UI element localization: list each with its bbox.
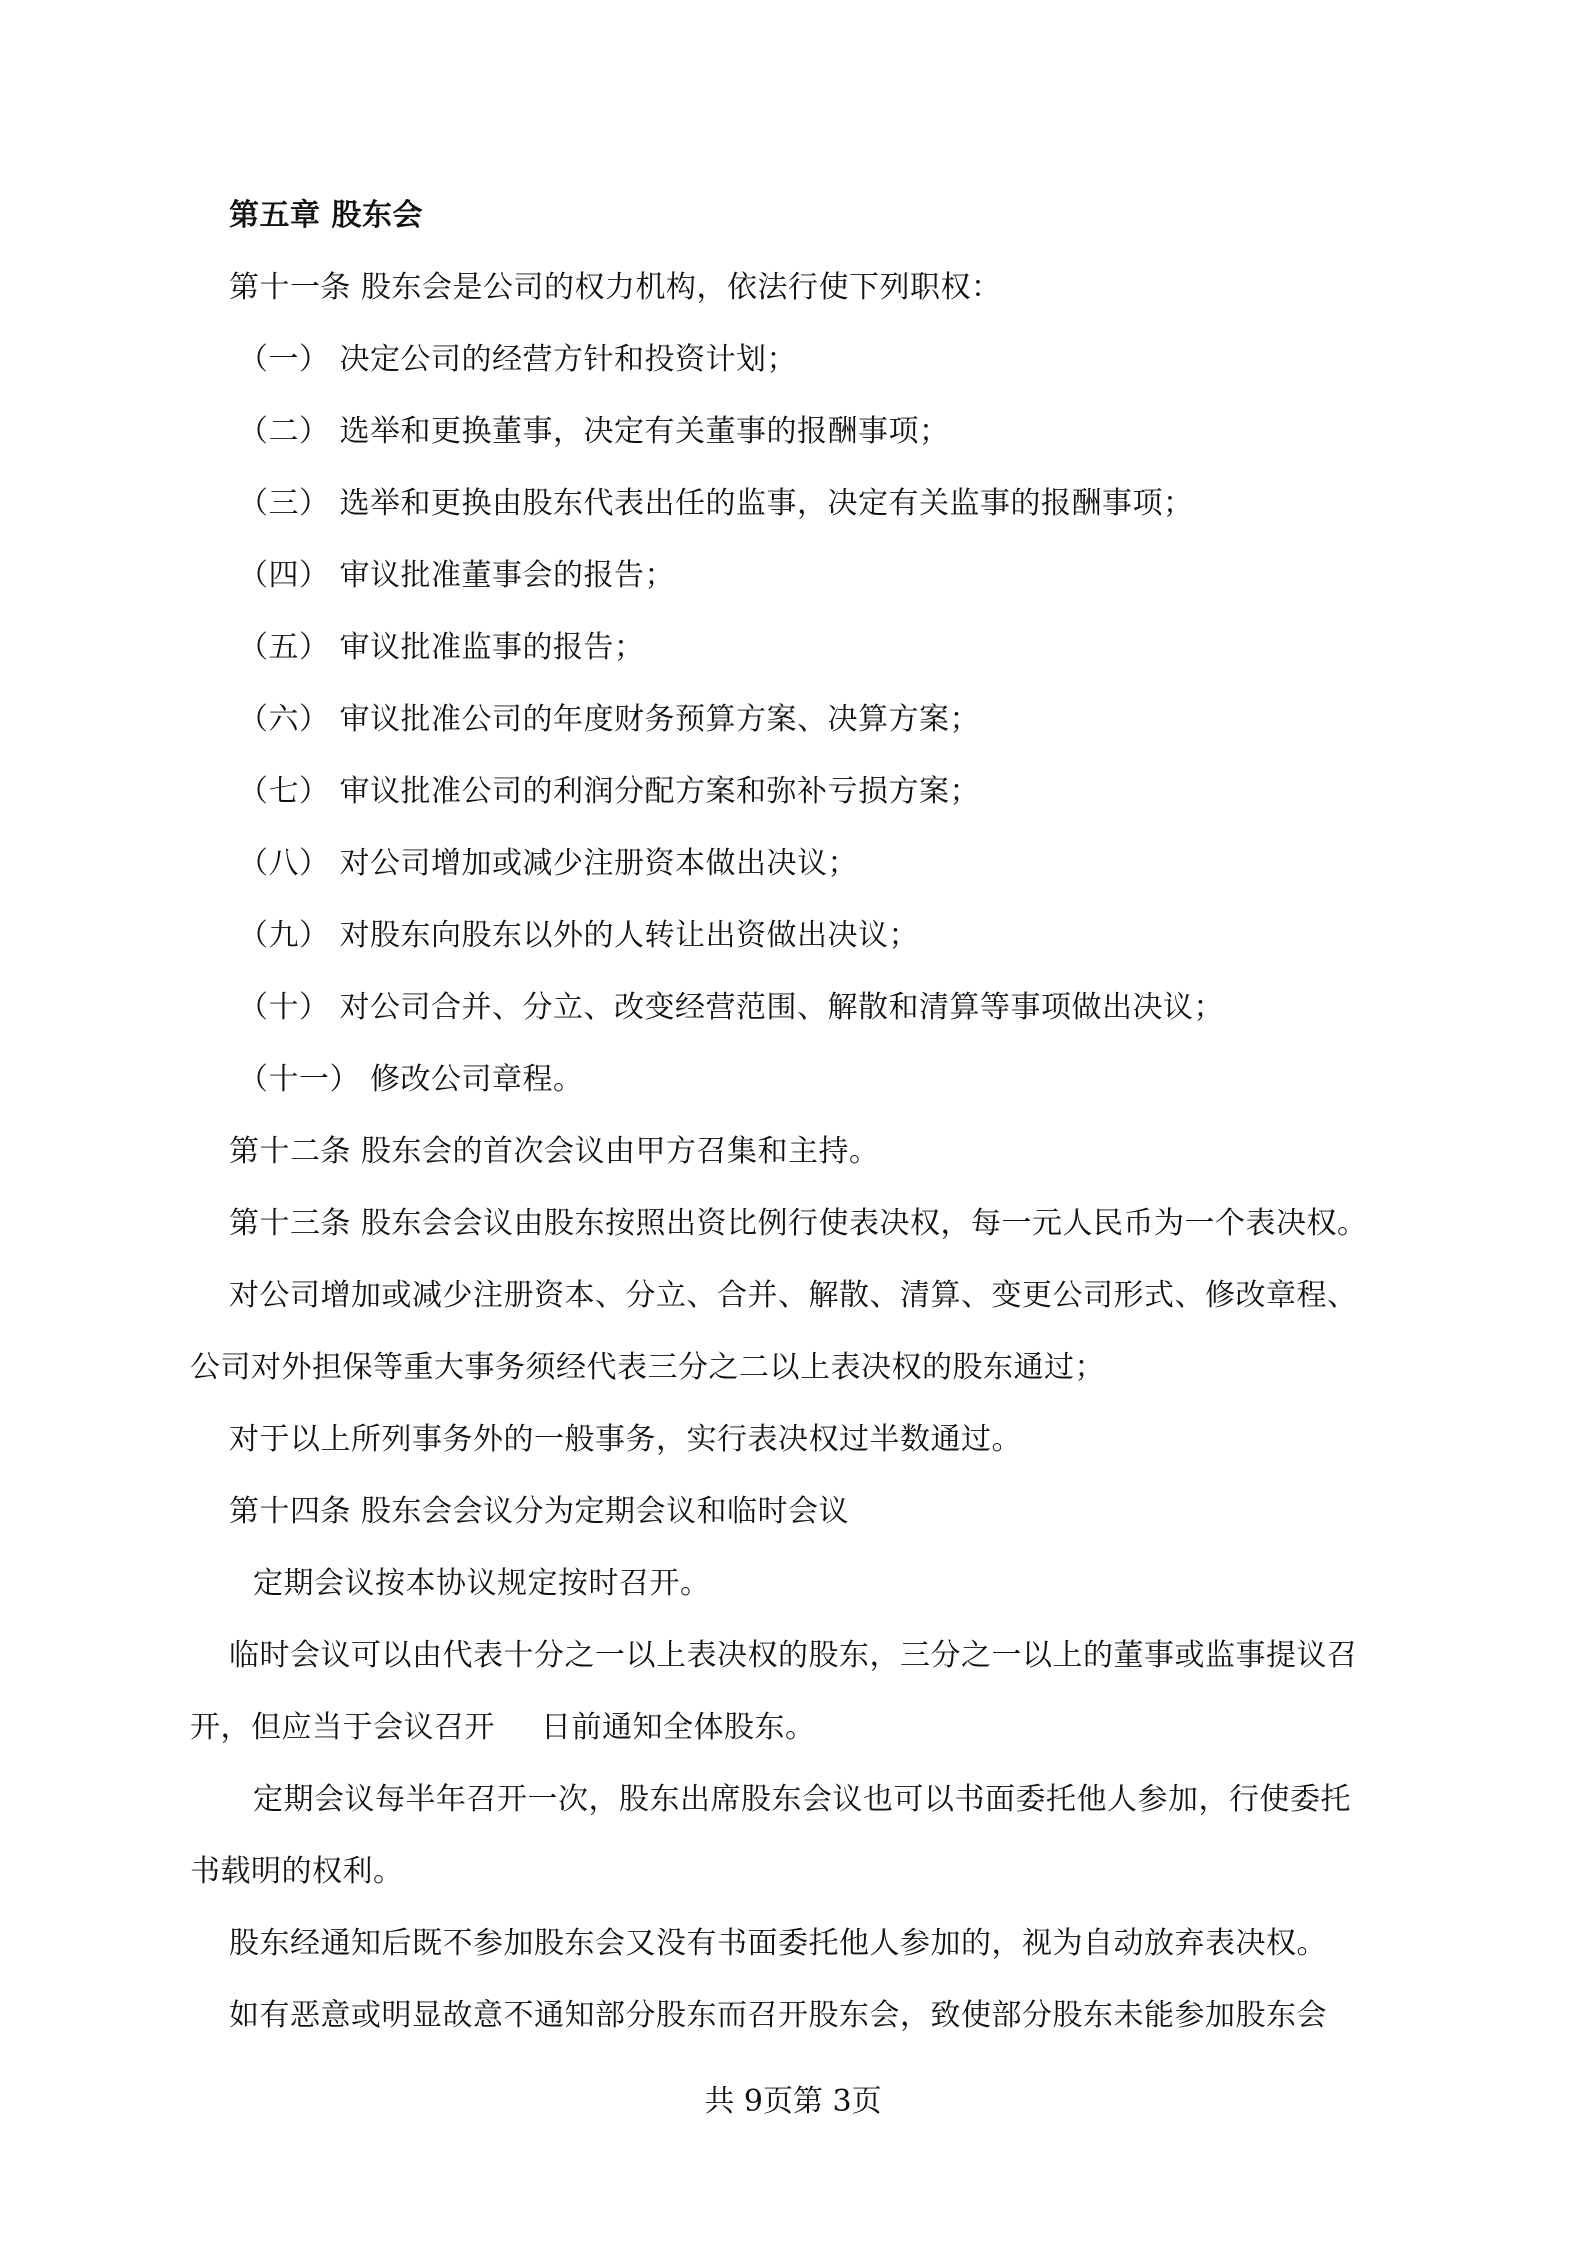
article-11-item xyxy=(238,484,1194,524)
article-11-item xyxy=(238,628,645,668)
item-text: 对公司合并、分立、改变经营范围、解散和清算等事项做出决议； xyxy=(339,990,1225,1025)
article-14-line: 书载明的权利。 xyxy=(190,1854,404,1889)
item-number: （二） xyxy=(238,414,330,449)
item-text: 审议批准公司的年度财务预算方案、决算方案； xyxy=(339,702,981,737)
article-11-item xyxy=(238,700,980,740)
item-text: 对股东向股东以外的人转让出资做出决议； xyxy=(339,918,920,953)
item-number: （七） xyxy=(238,774,330,809)
item-number: （八） xyxy=(238,846,330,881)
article-13-line: 公司对外担保等重大事务须经代表三分之二以上表决权的股东通过； xyxy=(190,1350,1105,1385)
item-text: 选举和更换董事，决定有关董事的报酬事项； xyxy=(339,414,950,449)
line-text: 开，但应当于会议召开 xyxy=(190,1710,495,1745)
item-text: 修改公司章程。 xyxy=(370,1062,584,1097)
article-14-line xyxy=(190,1708,816,1748)
article-14-line: 临时会议可以由代表十分之一以上表决权的股东，三分之一以上的董事或监事提议召 xyxy=(229,1638,1358,1673)
item-number: （五） xyxy=(238,630,330,665)
article-14-line: 定期会议按本协议规定按时召开。 xyxy=(253,1566,711,1601)
page-footer: 共 9页第 3页 xyxy=(704,2084,882,2119)
item-number: （四） xyxy=(238,558,330,593)
chapter-title: 第五章 股东会 xyxy=(229,198,423,233)
item-text: 审议批准董事会的报告； xyxy=(339,558,676,593)
item-number: （三） xyxy=(238,486,330,521)
article-14-line: 如有恶意或明显故意不通知部分股东而召开股东会，致使部分股东未能参加股东会 xyxy=(229,1998,1327,2033)
item-number: （九） xyxy=(238,918,330,953)
article-11-item xyxy=(238,844,858,884)
article-14-title: 第十四条 股东会会议分为定期会议和临时会议 xyxy=(229,1494,850,1529)
article-11-item xyxy=(238,772,980,812)
item-text: 选举和更换由股东代表出任的监事，决定有关监事的报酬事项； xyxy=(339,486,1194,521)
article-14-line: 股东经通知后既不参加股东会又没有书面委托他人参加的，视为自动放弃表决权。 xyxy=(229,1926,1327,1961)
item-text: 审议批准监事的报告； xyxy=(339,630,645,665)
item-number: （一） xyxy=(238,342,330,377)
article-11-item xyxy=(238,916,919,956)
item-text: 对公司增加或减少注册资本做出决议； xyxy=(339,846,859,881)
article-14-line: 定期会议每半年召开一次，股东出席股东会议也可以书面委托他人参加，行使委托 xyxy=(253,1782,1351,1817)
article-11-item xyxy=(238,556,675,596)
article-11-title: 第十一条 股东会是公司的权力机构，依法行使下列职权： xyxy=(229,270,1002,305)
item-text: 决定公司的经营方针和投资计划； xyxy=(339,342,798,377)
article-13-line: 对于以上所列事务外的一般事务，实行表决权过半数通过。 xyxy=(229,1422,1022,1457)
article-12: 第十二条 股东会的首次会议由甲方召集和主持。 xyxy=(229,1134,880,1169)
article-13-line: 第十三条 股东会会议由股东按照出资比例行使表决权，每一元人民币为一个表决权。 xyxy=(229,1206,1368,1241)
article-11-item xyxy=(238,340,797,380)
item-number: （十一） xyxy=(238,1062,360,1097)
article-11-item xyxy=(238,988,1224,1028)
article-11-item xyxy=(238,1060,584,1100)
line-text: 日前通知全体股东。 xyxy=(541,1710,816,1745)
article-13-line: 对公司增加或减少注册资本、分立、合并、解散、清算、变更公司形式、修改章程、 xyxy=(229,1278,1358,1313)
item-number: （十） xyxy=(238,990,330,1025)
item-text: 审议批准公司的利润分配方案和弥补亏损方案； xyxy=(339,774,981,809)
article-11-item xyxy=(238,412,950,452)
item-number: （六） xyxy=(238,702,330,737)
